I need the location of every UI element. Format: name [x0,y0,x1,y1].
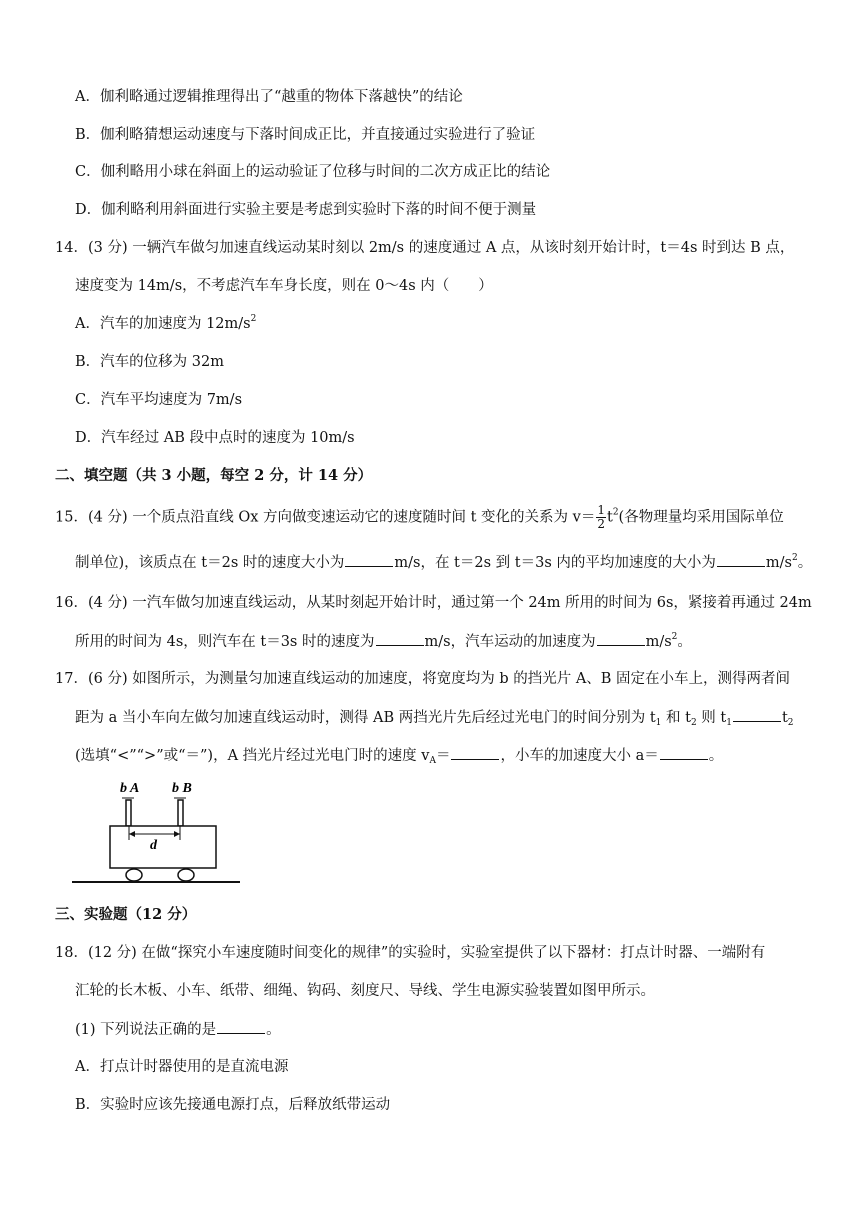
answer-blank[interactable] [345,552,393,567]
subscript: 2 [690,718,697,728]
cart-body [110,826,216,868]
answer-blank[interactable] [660,745,708,760]
q18-stem-line1: 18．(12 分) 在做“探究小车速度随时间变化的规律”的实验时，实验室提供了以下器材：打点计时器、一端附有 [55,945,766,961]
q17-text-b: 和 t [661,710,691,726]
q17-stem-line3 [75,745,723,766]
q14-option-a-text: A．汽车的加速度为 12m/s [75,316,251,332]
wheel-right [178,869,194,881]
subscript: 1 [726,718,732,728]
q14-option-d: D．汽车经过 AB 段中点时的速度为 10m/s [75,430,355,446]
q18-option-b: B．实验时应该先接通电源打点，后释放纸带运动 [75,1097,391,1113]
answer-blank[interactable] [717,552,765,567]
answer-blank[interactable] [376,631,424,646]
q18-sub1 [75,1019,281,1040]
q16-stem-line2 [75,631,692,652]
subscript: 2 [787,718,794,728]
q17-text-g: ，小车的加速度大小 a＝ [500,748,659,764]
superscript: 2 [671,632,678,642]
superscript: 2 [791,553,798,563]
fraction-denominator: 2 [597,517,605,531]
wheel-left [126,869,142,881]
label-d: d [150,838,157,853]
q17-stem-line2 [75,707,794,728]
q18-sub1-end: 。 [266,1022,281,1038]
section-heading-fill-in: 二、填空题（共 3 小题，每空 2 分，计 14 分） [55,467,373,484]
answer-blank[interactable] [217,1019,265,1034]
q17-text-e: (选填“<”“>”或“＝”)，A 挡光片经过光电门时的速度 v [75,748,430,764]
q18-option-a: A．打点计时器使用的是直流电源 [75,1059,289,1075]
cart-diagram [72,778,242,888]
q16-stem-line1: 16．(4 分) 一汽车做匀加速直线运动，从某时刻起开始计时，通过第一个 24m 所用的时间为 6s，紧接着再通过 24m [55,595,812,611]
q15-stem-line1 [55,504,784,531]
q15-text-a: 15．(4 分) 一个质点沿直线 Ox 方向做变速运动它的速度随时间 t 变化的关系为 v＝ [55,509,596,526]
q16-text-a: 所用的时间为 4s，则汽车在 t＝3s 时的速度为 [75,634,375,650]
q16-text-d: 。 [677,634,692,650]
q16-text-b: m/s，汽车运动的加速度为 [424,634,596,650]
q14-option-a [75,314,256,334]
fraction-numerator: 1 [597,503,605,517]
q17-text-c: 则 t [696,710,727,726]
q16-text-c: m/s [645,634,672,650]
q13-option-b: B．伽利略猜想运动速度与下落时间成正比，并直接通过实验进行了验证 [75,127,536,143]
q15-text-d: m/s，在 t＝2s 到 t＝3s 内的平均加速度的大小为 [394,555,716,571]
label-b-b: b B [172,781,192,796]
superscript: 2 [250,314,257,324]
q14-option-c: C．汽车平均速度为 7m/s [75,392,243,408]
q15-variable-t: t [606,509,613,526]
q15-text-b: (各物理量均采用国际单位 [618,509,784,526]
section-heading-experiment: 三、实验题（12 分） [55,906,197,923]
q15-text-e: m/s [765,555,792,571]
answer-blank[interactable] [451,745,499,760]
superscript: 2 [612,507,619,518]
q17-stem-line1: 17．(6 分) 如图所示，为测量匀加速直线运动的加速度，将宽度均为 b 的挡光片 A、B 固定在小车上，测得两者间 [55,671,791,687]
subscript: 1 [655,718,662,728]
subscript: A [429,756,436,766]
q18-sub1-text: (1) 下列说法正确的是 [75,1022,217,1038]
q15-text-f: 。 [797,555,813,571]
answer-blank[interactable] [733,707,781,722]
q17-text-h: 。 [708,748,724,764]
q17-text-d: t [781,710,788,726]
answer-blank[interactable] [597,631,645,646]
q14-stem-line2: 速度变为 14m/s，不考虑汽车车身长度，则在 0～4s 内（ ） [75,278,493,294]
label-b-a: b A [120,781,140,796]
q18-stem-line2: 汇轮的长木板、小车、纸带、细绳、钩码、刻度尺、导线、学生电源实验装置如图甲所示。 [75,983,655,999]
q17-text-a: 距为 a 当小车向左做匀加速直线运动时，测得 AB 两挡光片先后经过光电门的时间分别为 t [75,710,656,726]
fraction [596,504,606,531]
q13-option-d: D．伽利略利用斜面进行实验主要是考虑到实验时下落的时间不便于测量 [75,202,537,218]
q14-option-b: B．汽车的位移为 32m [75,354,224,370]
q14-stem-line1: 14．(3 分) 一辆汽车做匀加速直线运动某时刻以 2m/s 的速度通过 A 点，从该时刻开始计时，t＝4s 时到达 B 点， [55,240,795,256]
q17-text-f: ＝ [435,748,451,764]
cart-diagram-svg [72,778,242,888]
q13-option-c: C．伽利略用小球在斜面上的运动验证了位移与时间的二次方成正比的结论 [75,164,551,180]
q13-option-a: A．伽利略通过逻辑推理得出了“越重的物体下落越快”的结论 [75,89,463,105]
q15-text-c: 制单位)，该质点在 t＝2s 时的速度大小为 [75,555,345,571]
shield-b [178,800,183,826]
q15-stem-line2 [75,552,812,573]
shield-a [126,800,131,826]
